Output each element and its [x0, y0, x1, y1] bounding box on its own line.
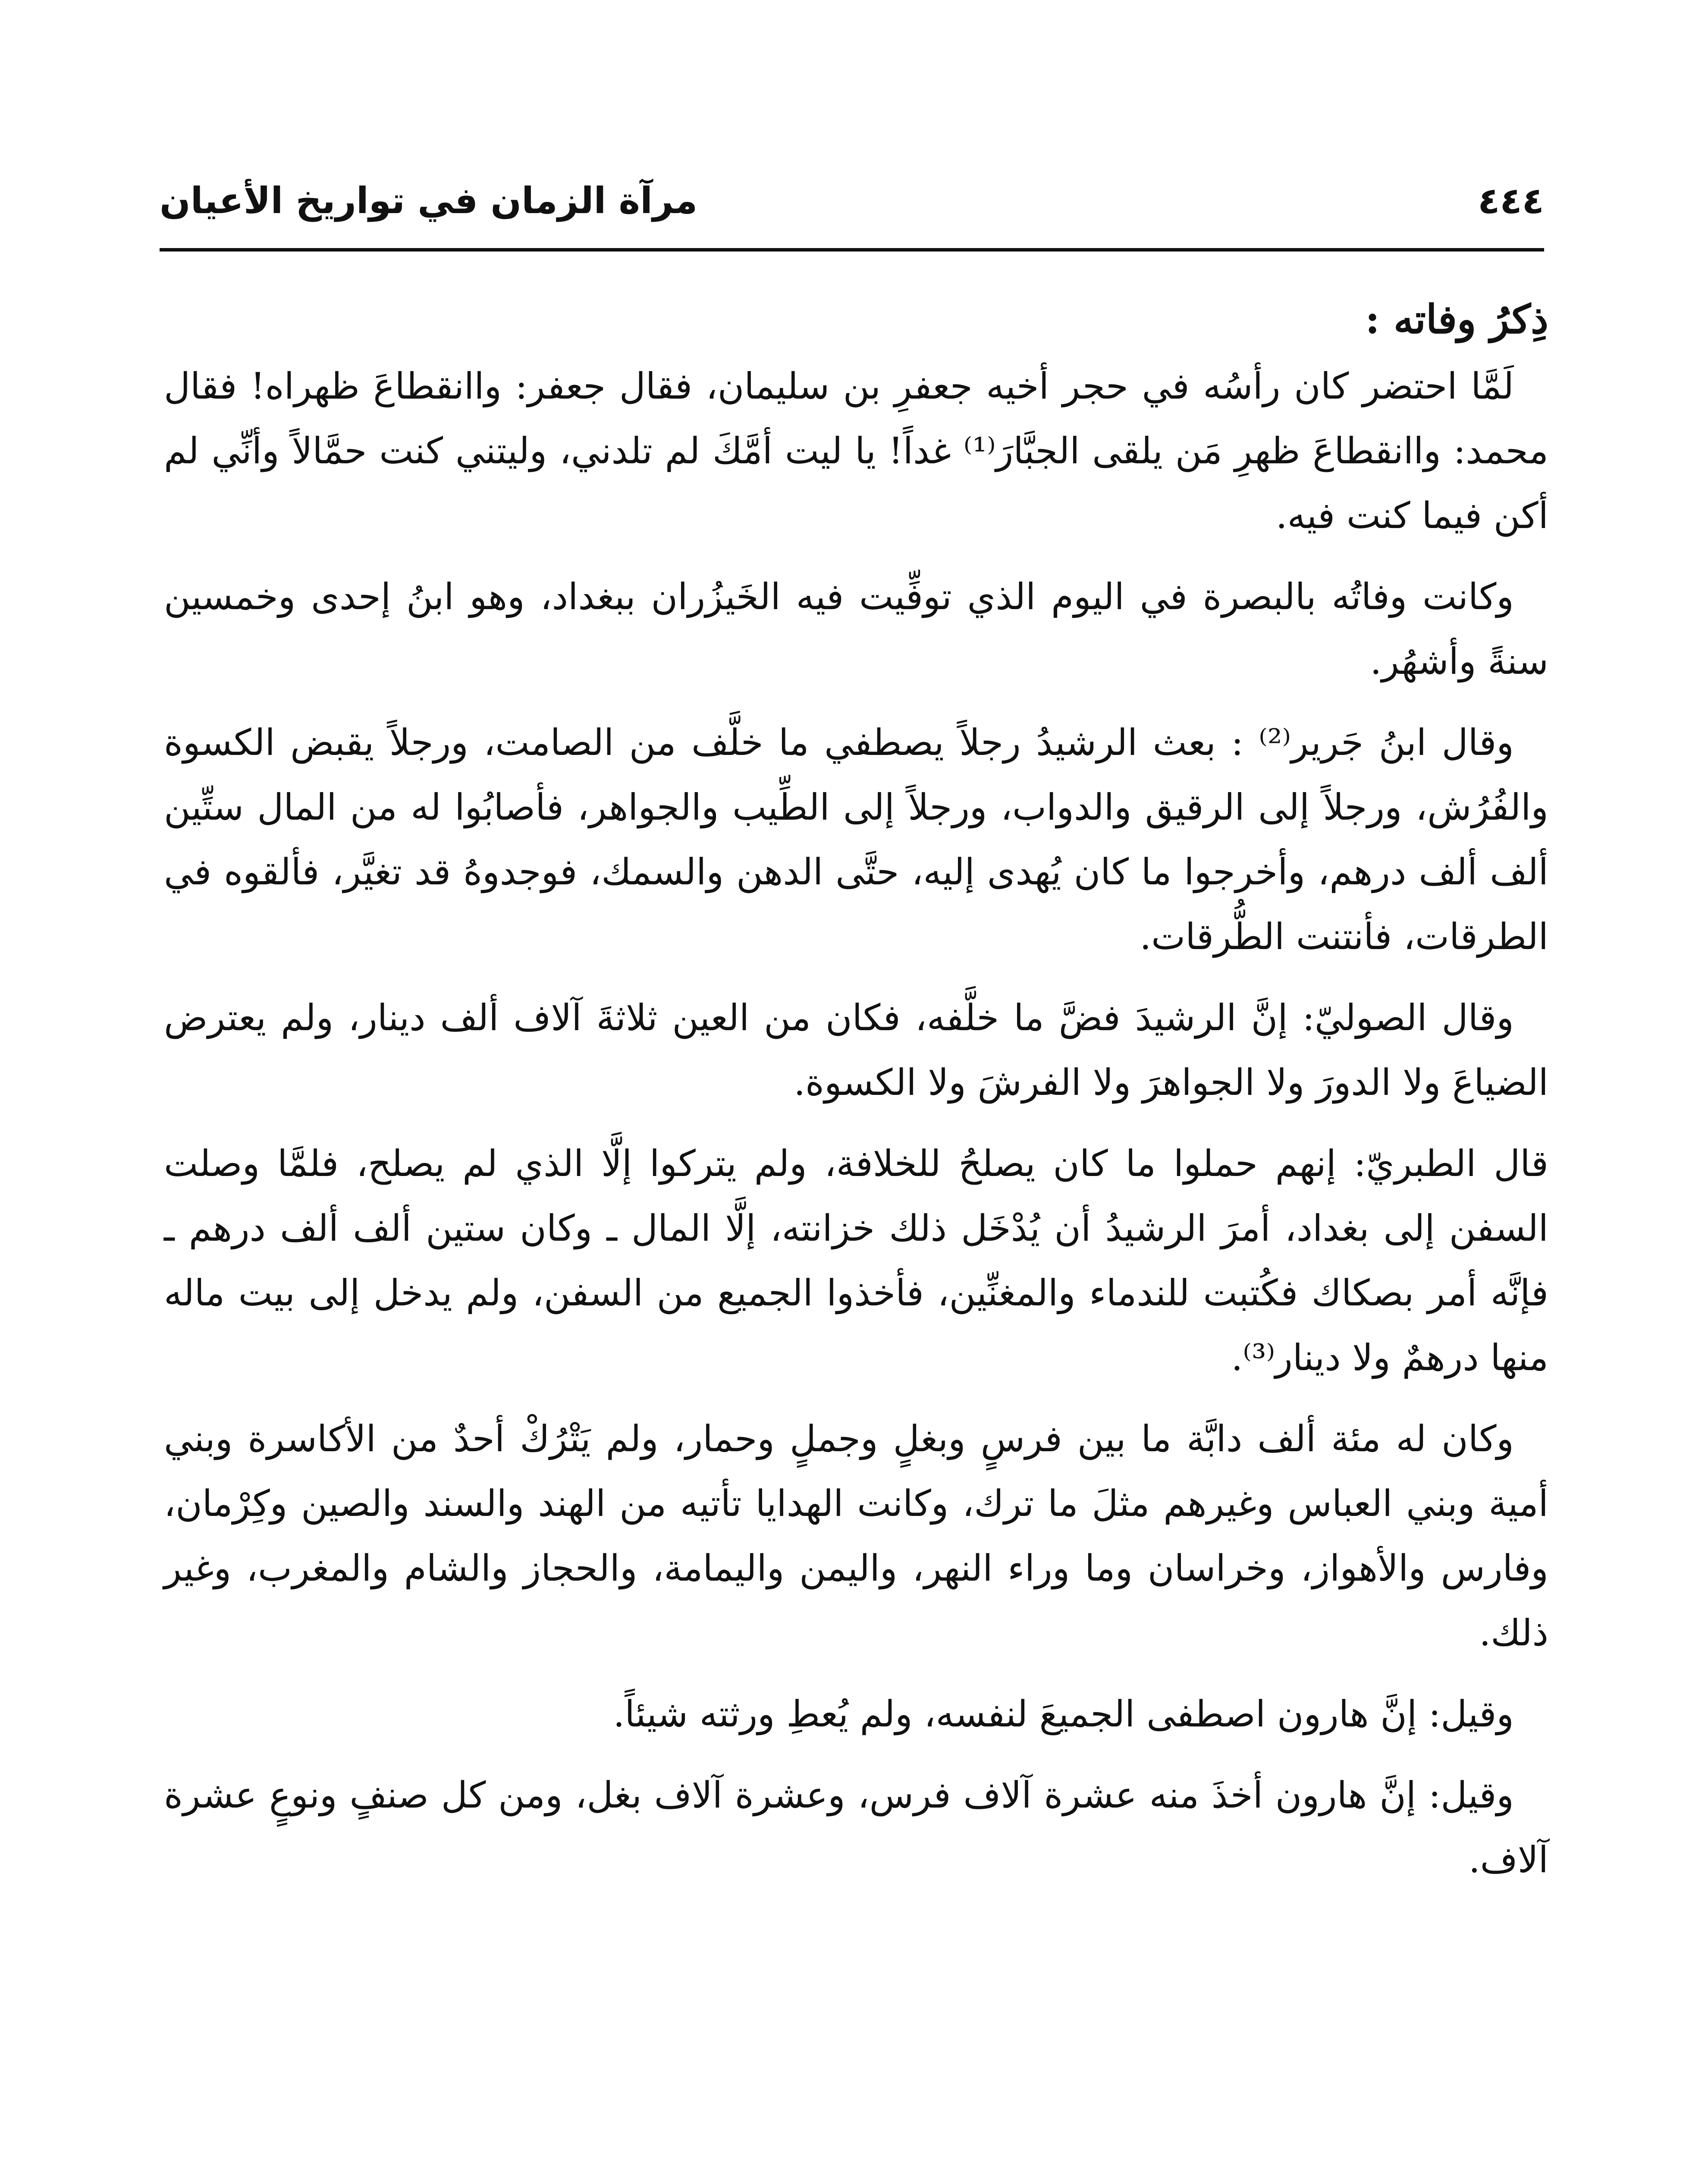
paragraph: وقال الصوليّ: إنَّ الرشيدَ فضَّ ما خلَّفه، فكان من العين ثلاثةَ آلاف ألف دينار، ولم يعترض الضياعَ ولا الدورَ ولا الجواهرَ ولا الفرشَ ولا الكسوة. [164, 997, 1548, 1104]
section-heading: ذِكرُ وفاته : [1365, 296, 1548, 343]
header-divider [160, 248, 1544, 252]
book-title: مرآة الزمان في تواريخ الأعيان [160, 179, 698, 222]
paragraph: قال الطبريّ: إنهم حملوا ما كان يصلحُ للخلافة، ولم يتركوا إلَّا الذي لم يصلح، فلمَّا وصلت السفن إلى بغداد، أمرَ الرشيدُ أن يُدْخَل ذلك خزانته، إلَّا المال ـ وكان ستين ألف ألف درهم ـ فإنَّه أمر بصكاك فكُتبت للندماء والمغنِّين، فأخذوا الجميع من السفن، ولم يدخل إلى بيت ماله منها درهمٌ ولا دينار⁽³⁾. [164, 1142, 1548, 1379]
page-number: ٤٤٤ [1478, 179, 1544, 222]
paragraph: وقيل: إنَّ هارون أخذَ منه عشرة آلاف فرس، وعشرة آلاف بغل، ومن كل صنفٍ ونوعٍ عشرة آلاف. [164, 1774, 1548, 1881]
paragraph: وكان له مئة ألف دابَّة ما بين فرسٍ وبغلٍ وجملٍ وحمار، ولم يَتْرُكْ أحدٌ من الأكاسرة وبني أمية وبني العباس وغيرهم مثلَ ما ترك، وكانت الهدايا تأتيه من الهند والسند والصين وكِرْمان، وفارس والأهواز، وخراسان وما وراء النهر، واليمن واليمامة، والحجاز والشام والمغرب، وغير ذلك. [164, 1418, 1548, 1654]
running-header [160, 164, 1544, 229]
paragraph: لَمَّا احتضر كان رأسُه في حجر أخيه جعفرِ بن سليمان، فقال جعفر: واانقطاعَ ظهراه! فقال محمد: واانقطاعَ ظهرِ مَن يلقى الجبَّارَ⁽¹⁾ غداً! يا ليت أمَّكَ لم تلدني، وليتني كنت حمَّالاً وأنِّي لم أكن فيما كنت فيه. [164, 365, 1548, 537]
paragraph: وقال ابنُ جَرير⁽²⁾ : بعث الرشيدُ رجلاً يصطفي ما خلَّف من الصامت، ورجلاً يقبض الكسوة والفُرُش، ورجلاً إلى الرقيق والدواب، ورجلاً إلى الطِّيب والجواهر، فأصابُوا له من المال ستِّين ألف ألف درهم، وأخرجوا ما كان يُهدى إليه، حتَّى الدهن والسمك، فوجدوهُ قد تغيَّر، فألقوه في الطرقات، فأنتنت الطُّرقات. [164, 721, 1548, 958]
main-text [164, 285, 1548, 1909]
paragraph: وقيل: إنَّ هارون اصطفى الجميعَ لنفسه، ولم يُعطِ ورثته شيئاً. [613, 1693, 1514, 1735]
paragraph: وكانت وفاتُه بالبصرة في اليوم الذي توفِّيت فيه الخَيزُران ببغداد، وهو ابنُ إحدى وخمسين سنةً وأشهُر. [164, 575, 1548, 682]
